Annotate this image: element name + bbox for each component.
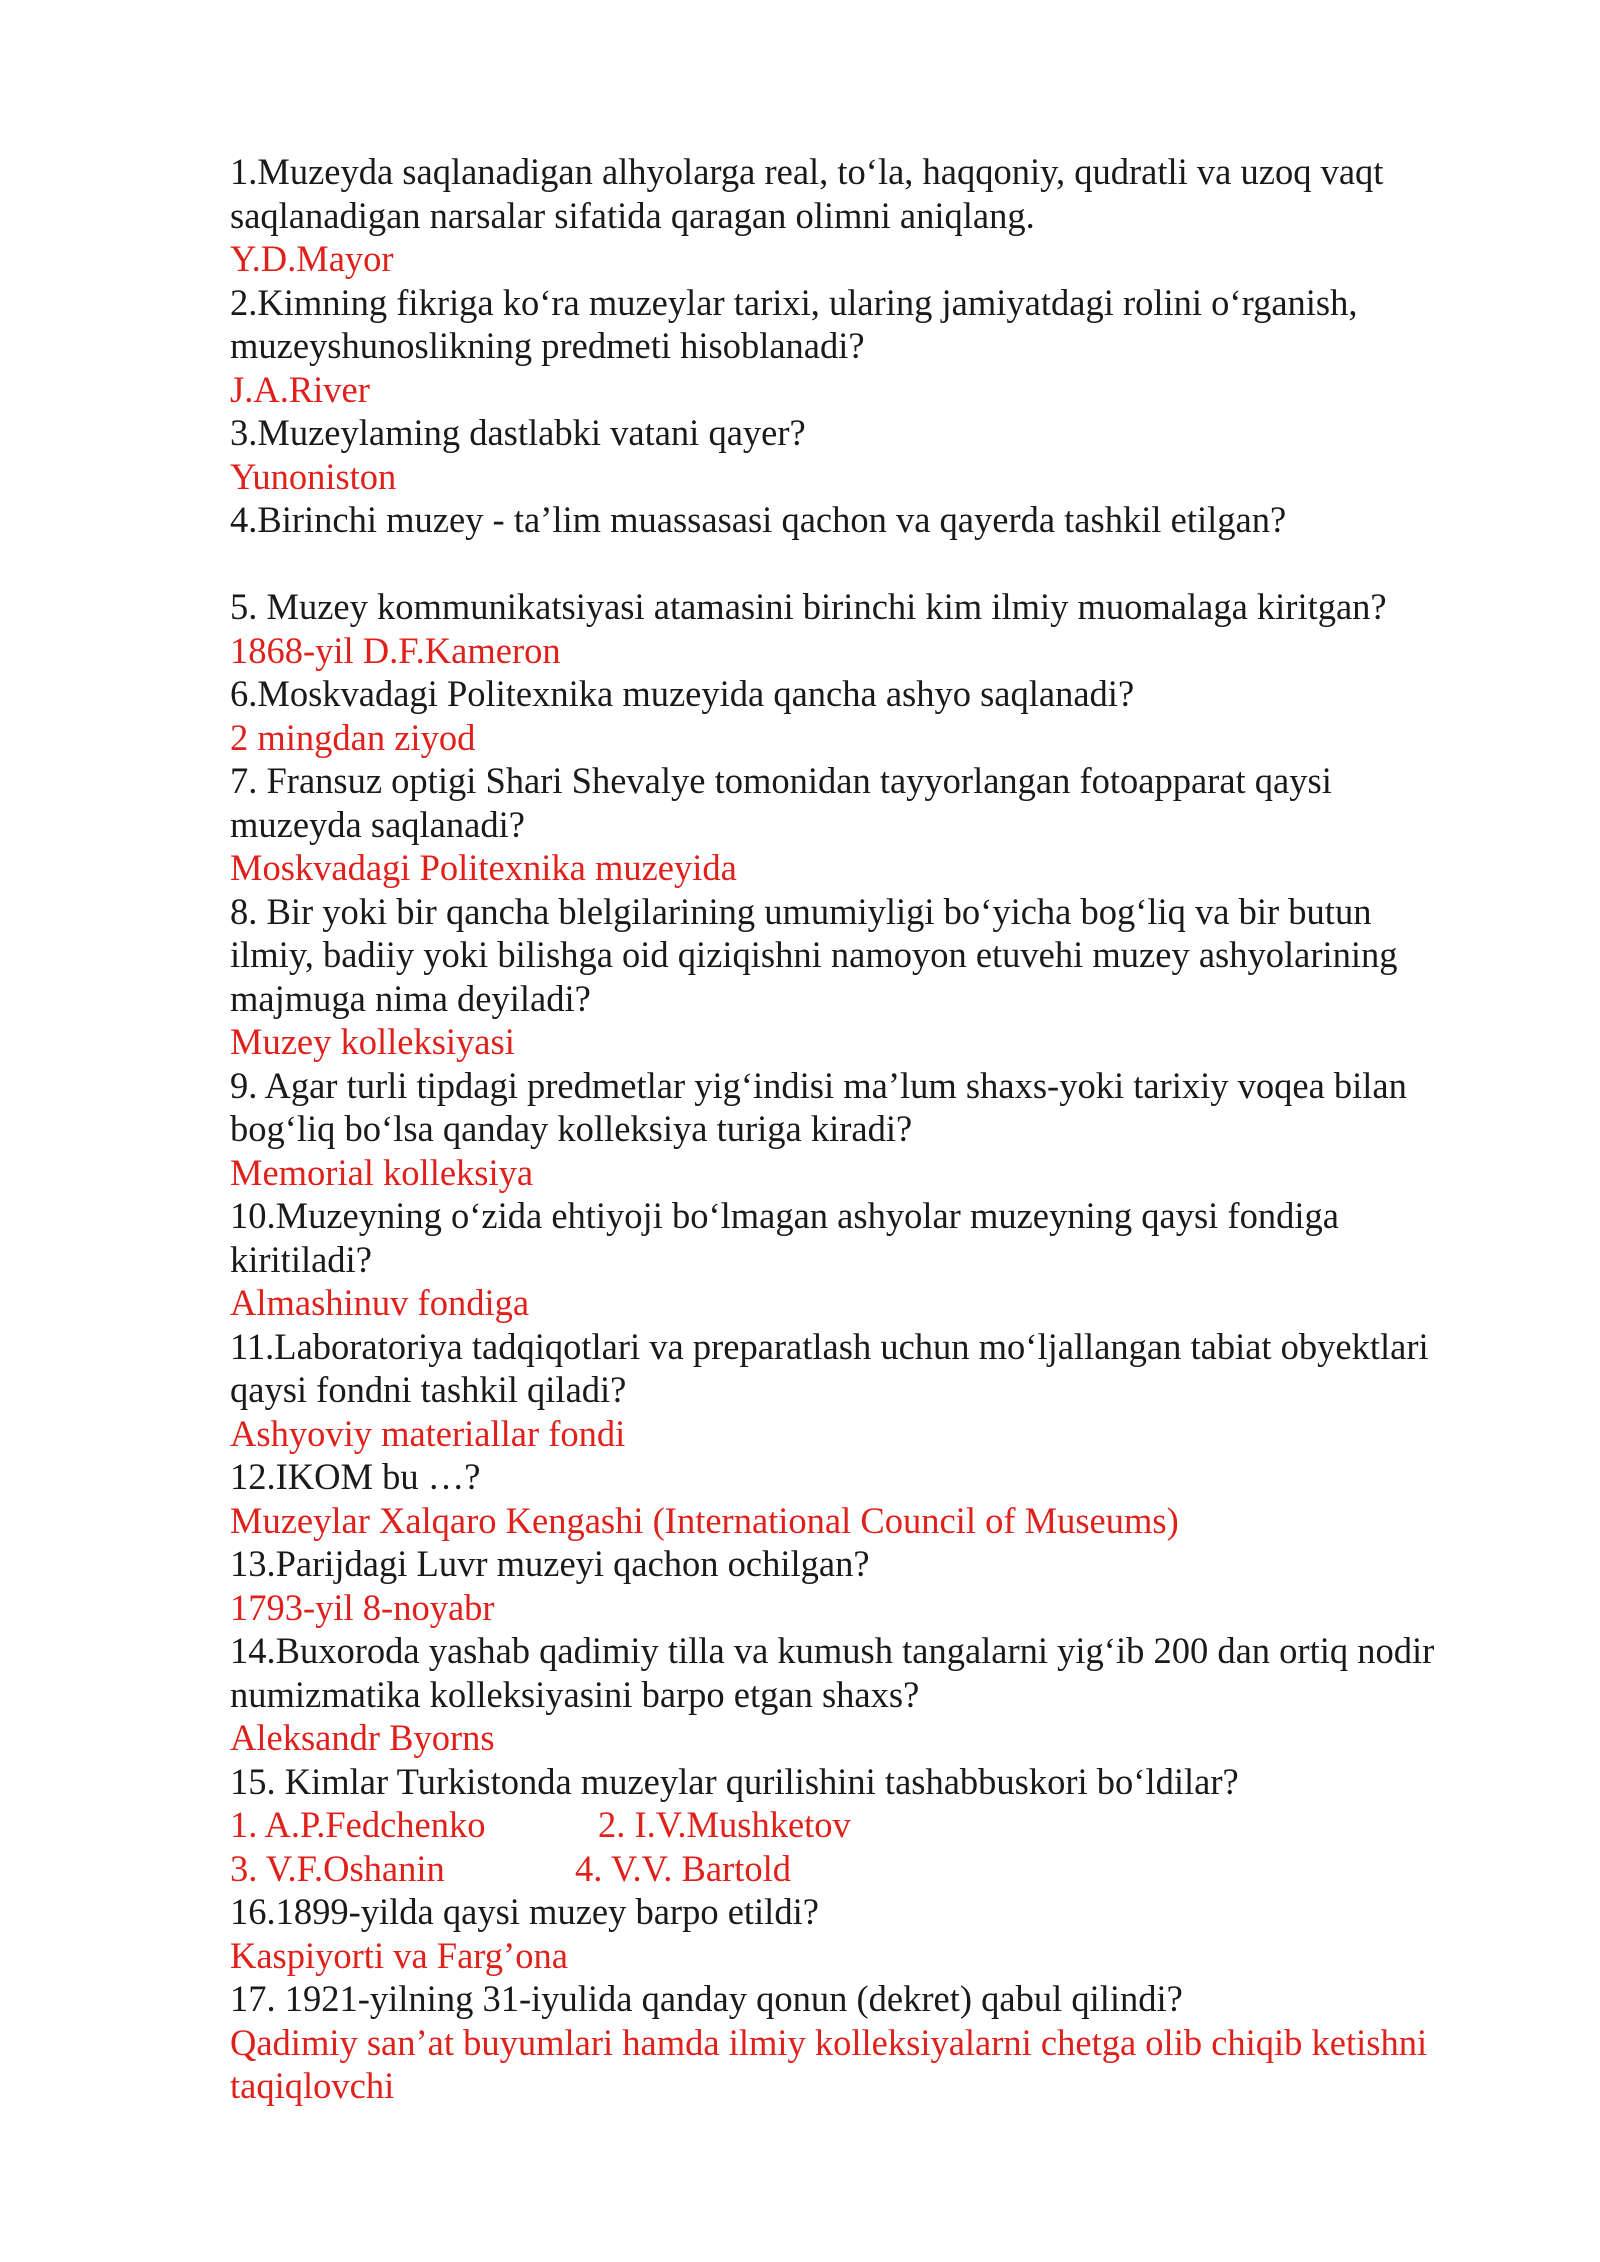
- question-11-line-1: 11.Laboratoriya tadqiqotlari va preparatlash uchun mo‘ljallangan tabiat obyektlari: [230, 1325, 1429, 1367]
- qa-item-5: [230, 585, 1490, 672]
- question-9-line-2: bog‘liq bo‘lsa qanday kolleksiya turiga kiradi?: [230, 1108, 913, 1149]
- qa-item-6: [230, 672, 1490, 759]
- qa-item-9: [230, 1064, 1490, 1195]
- question-3: 3.Muzeylaming dastlabki vatani qayer?: [230, 412, 806, 453]
- answer-6: 2 mingdan ziyod: [230, 716, 476, 758]
- question-14-line-1: 14.Buxoroda yashab qadimiy tilla va kumush tangalarni yig‘ib 200 dan ortiq nodir: [230, 1630, 1435, 1671]
- answer-17-line-2: taqiqlovchi: [230, 2065, 395, 2106]
- qa-item-1: [230, 150, 1490, 281]
- qa-item-7: [230, 759, 1490, 890]
- answer-17-line-1: Qadimiy san’at buyumlari hamda ilmiy kolleksiyalarni chetga olib chiqib ketishni: [230, 2021, 1428, 2063]
- question-5: 5. Muzey kommunikatsiyasi atamasini birinchi kim ilmiy muomalaga kiritgan?: [230, 586, 1387, 627]
- qa-item-10: [230, 1194, 1490, 1325]
- answer-16: Kaspiyorti va Farg’ona: [230, 1934, 568, 1976]
- answer-7: Moskvadagi Politexnika muzeyida: [230, 847, 737, 888]
- answer-10: Almashinuv fondiga: [230, 1282, 530, 1323]
- question-8-line-2: ilmiy, badiiy yoki bilishga oid qiziqishni namoyon etuvehi muzey ashyolarining: [230, 934, 1398, 975]
- answer-15-option-3: 3. V.F.Oshanin: [230, 1847, 445, 1889]
- answer-3: Yunoniston: [230, 455, 397, 497]
- answer-15-option-2: 2. I.V.Mushketov: [598, 1804, 851, 1845]
- question-10-line-2: kiritiladi?: [230, 1238, 372, 1280]
- question-15: 15. Kimlar Turkistonda muzeylar qurilishini tashabbuskori bo‘ldilar?: [230, 1760, 1239, 1802]
- answer-8: Muzey kolleksiyasi: [230, 1021, 515, 1062]
- question-6: 6.Moskvadagi Politexnika muzeyida qancha ashyo saqlanadi?: [230, 673, 1135, 714]
- question-9-line-1: 9. Agar turli tipdagi predmetlar yig‘indisi ma’lum shaxs-yoki tarixiy voqea bilan: [230, 1064, 1407, 1106]
- qa-item-13: [230, 1542, 1490, 1629]
- question-1-line-1: 1.Muzeyda saqlanadigan alhyolarga real, to‘la, haqqoniy, qudratli va uzoq vaqt: [230, 151, 1384, 192]
- answer-15-row-1: [230, 1803, 1490, 1847]
- answer-11: Ashyoviy materiallar fondi: [230, 1412, 626, 1454]
- qa-item-3: [230, 411, 1490, 498]
- answer-15-row-2: [230, 1847, 1490, 1891]
- question-7-line-1: 7. Fransuz optigi Shari Shevalye tomonidan tayyorlangan fotoapparat qaysi: [230, 760, 1332, 801]
- question-4: 4.Birinchi muzey - ta’lim muassasasi qachon va qayerda tashkil etilgan?: [230, 499, 1287, 540]
- answer-2: J.A.River: [230, 368, 370, 410]
- qa-item-2: [230, 281, 1490, 412]
- qa-item-11: [230, 1325, 1490, 1456]
- answer-13: 1793-yil 8-noyabr: [230, 1586, 495, 1628]
- question-13: 13.Parijdagi Luvr muzeyi qachon ochilgan?: [230, 1543, 870, 1584]
- empty-answer-line: [230, 542, 1490, 586]
- answer-15-option-4: 4. V.V. Bartold: [575, 1847, 792, 1889]
- qa-item-12: [230, 1455, 1490, 1542]
- answer-5: 1868-yil D.F.Kameron: [230, 629, 561, 671]
- question-2-line-1: 2.Kimning fikriga ko‘ra muzeylar tarixi, ularing jamiyatdagi rolini o‘rganish,: [230, 281, 1358, 323]
- question-12: 12.IKOM bu …?: [230, 1456, 481, 1497]
- question-17: 17. 1921-yilning 31-iyulida qanday qonun (dekret) qabul qilindi?: [230, 1978, 1183, 2019]
- answer-9: Memorial kolleksiya: [230, 1151, 534, 1193]
- question-8-line-3: majmuga nima deyiladi?: [230, 977, 591, 1019]
- qa-item-14: [230, 1629, 1490, 1760]
- question-11-line-2: qaysi fondni tashkil qiladi?: [230, 1369, 627, 1410]
- answer-14: Aleksandr Byorns: [230, 1717, 495, 1758]
- question-10-line-1: 10.Muzeyning o‘zida ehtiyoji bo‘lmagan ashyolar muzeyning qaysi fondiga: [230, 1195, 1339, 1236]
- question-16: 16.1899-yilda qaysi muzey barpo etildi?: [230, 1891, 819, 1932]
- qa-item-4: [230, 498, 1490, 585]
- answer-12: Muzeylar Xalqaro Kengashi (International Council of Museums): [230, 1499, 1179, 1541]
- qa-item-8: [230, 890, 1490, 1064]
- question-2-line-2: muzeyshunoslikning predmeti hisoblanadi?: [230, 325, 865, 366]
- document-page: [230, 150, 1490, 2108]
- question-1-line-2: saqlanadigan narsalar sifatida qaragan olimni aniqlang.: [230, 194, 1035, 236]
- answer-15-option-1: 1. A.P.Fedchenko: [230, 1804, 486, 1845]
- qa-item-16: [230, 1890, 1490, 1977]
- question-8-line-1: 8. Bir yoki bir qancha blelgilarining umumiyligi bo‘yicha bog‘liq va bir butun: [230, 890, 1372, 932]
- answer-1: Y.D.Mayor: [230, 238, 394, 279]
- qa-item-17: [230, 1977, 1490, 2108]
- question-14-line-2: numizmatika kolleksiyasini barpo etgan shaxs?: [230, 1673, 920, 1715]
- question-7-line-2: muzeyda saqlanadi?: [230, 803, 525, 845]
- qa-item-15: [230, 1760, 1490, 1891]
